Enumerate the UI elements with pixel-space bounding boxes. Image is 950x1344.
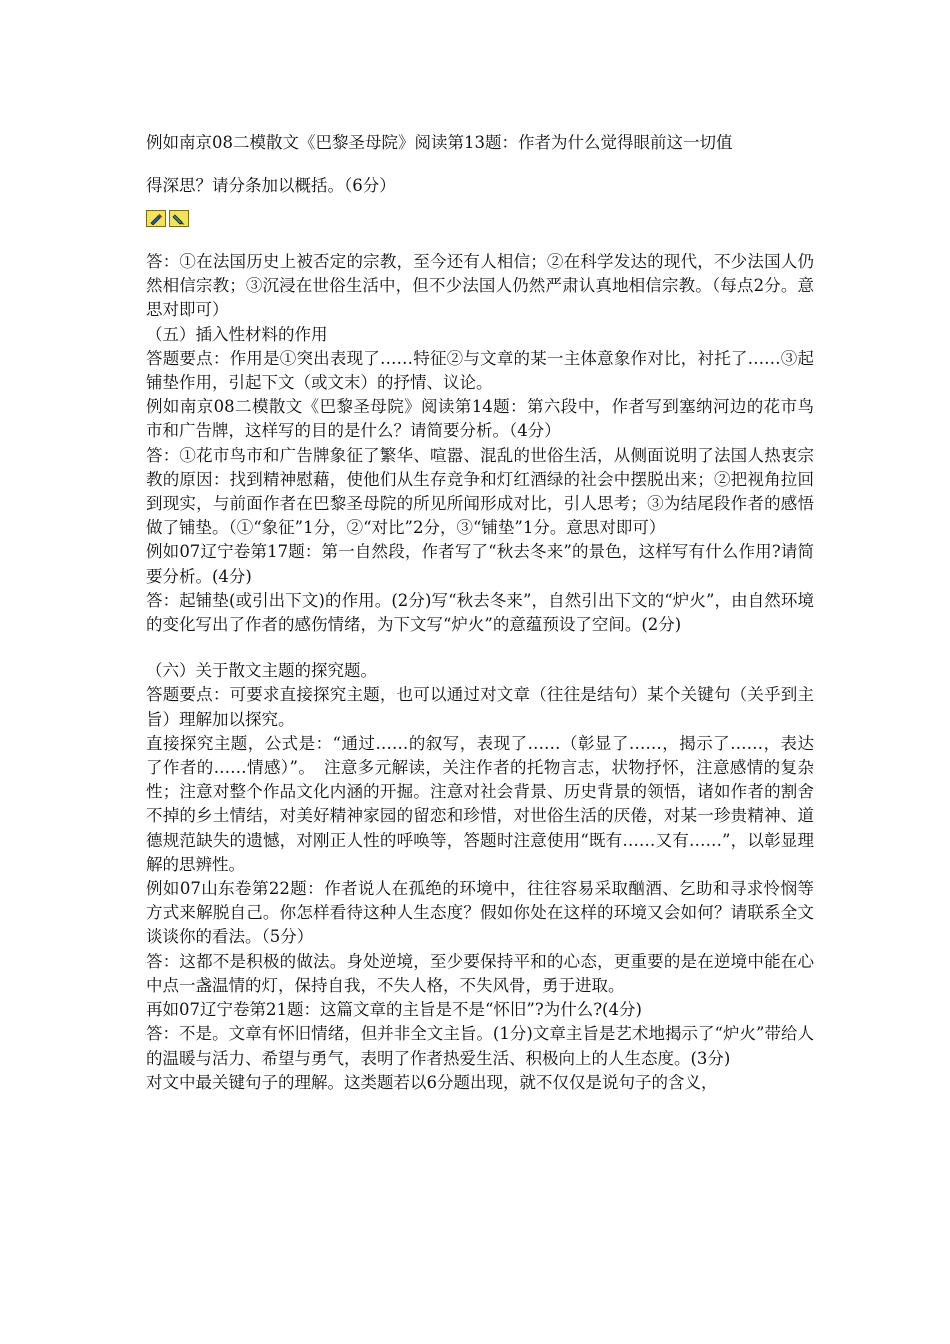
blank-line	[146, 637, 814, 659]
example-question: 例如南京08二模散文《巴黎圣母院》阅读第14题：第六段中，作者写到塞纳河边的花市鸟市和广告牌，这样写的目的是什么？请简要分析。（4分）	[146, 397, 814, 441]
section-heading: （五）插入性材料的作用	[146, 324, 328, 344]
embedded-toolbar	[146, 210, 189, 227]
question-line-2: 得深思？请分条加以概括。（6分）	[146, 176, 396, 195]
pen-icon[interactable]	[169, 210, 189, 227]
answer-paragraph: 答：①在法国历史上被否定的宗教，至今还有人相信；②在科学发达的现代，不少法国人仍然相信宗教；③沉浸在世俗生活中，但不少法国人仍然严肃认真地相信宗教。（每点2分。意思对即可）	[146, 252, 814, 320]
answer-paragraph: 答：起铺垫(或引出下文)的作用。(2分)写“秋去冬来”，自然引出下文的“炉火”，由自然环境的变化写出了作者的感伤情绪，为下文写“炉火”的意蕴预设了空间。(2分)	[146, 590, 814, 635]
example-question: 再如07辽宁卷第21题：这篇文章的主旨是不是“怀旧”?为什么?(4分)	[146, 1000, 642, 1020]
body-paragraph: 对文中最关键句子的理解。这类题若以6分题出现，就不仅仅是说句子的含义，	[146, 1072, 718, 1092]
document-body	[146, 250, 814, 1095]
answer-tips: 答题要点：作用是①突出表现了……特征②与文章的某一主体意象作对比，衬托了……③起铺垫作用，引起下文（或文末）的抒情、议论。	[146, 348, 814, 393]
method-paragraph: 直接探究主题，公式是：“通过……的叙写，表现了……（彰显了……，揭示了……，表达了作者的……情感）”。 注意多元解读，关注作者的托物言志，状物抒怀，注意感情的复杂性；注意对整个作品文化内涵的开掘。注意对社会背景、历史背景的领悟，诸如作者的割舍不掉的乡土情结，对美好精神家园的留恋和珍惜，对世俗生活的厌倦，对某一珍贵精神、道德规范缺失的遗憾，对刚正人性的呼唤等，答题时注意使用“既有……又有……”，以彰显理解的思辨性。	[146, 733, 814, 874]
example-question: 例如07山东卷第22题：作者说人在孤绝的环境中，往往容易采取酗酒、乞助和寻求怜悯等方式来解脱自己。你怎样看待这种人生态度？假如你处在这样的环境又会如何？请联系全文谈谈你的看法。（5分）	[146, 879, 814, 947]
answer-paragraph: 答：不是。文章有怀旧情绪，但并非全文主旨。(1分)文章主旨是艺术地揭示了“炉火”带给人的温暖与活力、希望与勇气，表明了作者热爱生活、积极向上的人生态度。(3分)	[146, 1024, 814, 1068]
example-question: 例如07辽宁卷第17题：第一自然段，作者写了“秋去冬来”的景色，这样写有什么作用?请简要分析。(4分)	[146, 542, 814, 586]
section-heading: （六）关于散文主题的探究题。	[146, 661, 377, 681]
answer-paragraph: 答：①花市鸟市和广告牌象征了繁华、喧嚣、混乱的世俗生活，从侧面说明了法国人热衷宗教的原因：找到精神慰藉，使他们从生存竞争和灯红酒绿的社会中摆脱出来；②把视角拉回到现实，与前面作者在巴黎圣母院的所见所闻形成对比，引人思考；③为结尾段作者的感悟做了铺垫。（①“象征”1分，②“对比”2分，③“铺垫”1分。意思对即可）	[146, 445, 814, 538]
answer-paragraph: 答：这都不是积极的做法。身处逆境，至少要保持平和的心态，更重要的是在逆境中能在心中点一盏温情的灯，保持自我，不失人格，不失风骨，勇于进取。	[146, 951, 814, 995]
edit-icon[interactable]	[146, 210, 166, 227]
question-line-1: 例如南京08二模散文《巴黎圣母院》阅读第13题：作者为什么觉得眼前这一切值	[146, 133, 733, 152]
answer-tips: 答题要点：可要求直接探究主题，也可以通过对文章（往往是结句）某个关键句（关乎到主旨）理解加以探究。	[146, 685, 814, 729]
